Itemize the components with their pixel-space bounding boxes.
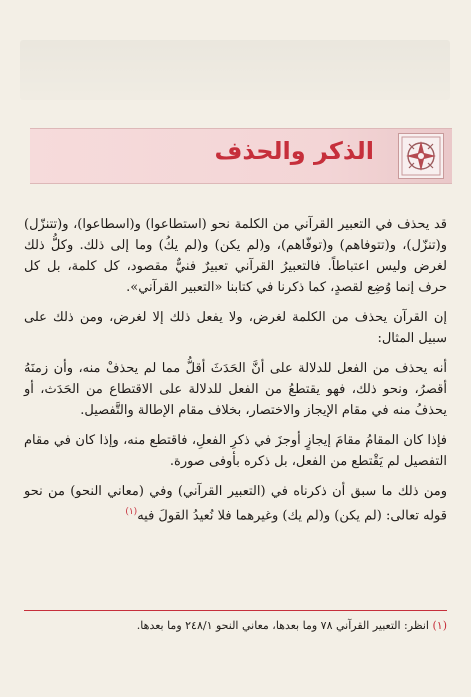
paragraph-3: أنه يحذف من الفعل للدلالة على أنَّ الحَدَثَ أقلُّ مما لم يحذفْ منه، وأن زمنَهُ أقصرُ، ونحو ذلك، فهو يقتطعُ من الفعل للدلالة على الاقتطاع من الحَدَث، أو يحذفُ منه في مقام الإيجاز والاختصار، بخلاف مقام الإطالة والتَّفصيل.: [24, 361, 447, 418]
bleed-through-text: [20, 40, 450, 100]
paragraph-5: [24, 481, 447, 526]
footnote-divider: [24, 610, 447, 611]
footnote-number: (١): [432, 619, 447, 632]
paragraph-2: إن القرآن يحذف من الكلمة لغرض، ولا يفعل ذلك إلا لغرض، ومن ذلك على سبيل المثال:: [24, 310, 447, 346]
chapter-title: الذكر والحذف: [214, 137, 374, 165]
body-text: [24, 214, 447, 535]
paragraph-1: قد يحذف في التعبير القرآني من الكلمة نحو (استطاعوا) و(اسطاعوا)، و(تتنزّل) و(تنزّل)، و(تتوفاهم) و(توفّاهم)، و(لم يكن) و(لم يكُ) وما إلى ذلك. وكلُّ ذلك لغرض وليس اعتباطاً. فالتعبيرُ القرآني تعبيرٌ فنيٌّ مقصود، كل كلمة، بل كل حرف إنما وُضِع لقصدٍ، كما ذكرنا في كتابنا «التعبير القرآني».: [24, 217, 447, 295]
paragraph-4: فإذا كان المقامُ مقامَ إيجازٍ أوجزَ في ذكرِ الفعلِ، فاقتطع منه، وإذا كان في مقام التفصيل لم يَقْتطع من الفعل، بل ذكره بأوفى صورة.: [24, 433, 447, 469]
footnote-text: انظر: التعبير القرآني ٧٨ وما بعدها، معاني النحو ٢٤٨/١ وما بعدها.: [136, 619, 429, 632]
chapter-banner: [30, 128, 452, 184]
footnote: [24, 618, 447, 634]
ornament-icon: [398, 133, 444, 179]
paragraph-5-text: ومن ذلك ما سبق أن ذكرناه في (التعبير القرآني) وفي (معاني النحو) من نحو قوله تعالى: (لم يكن) و(لم يك) وغيرهما فلا نُعيدُ القولَ فيه: [24, 484, 447, 524]
footnote-marker[interactable]: (١): [125, 507, 138, 517]
